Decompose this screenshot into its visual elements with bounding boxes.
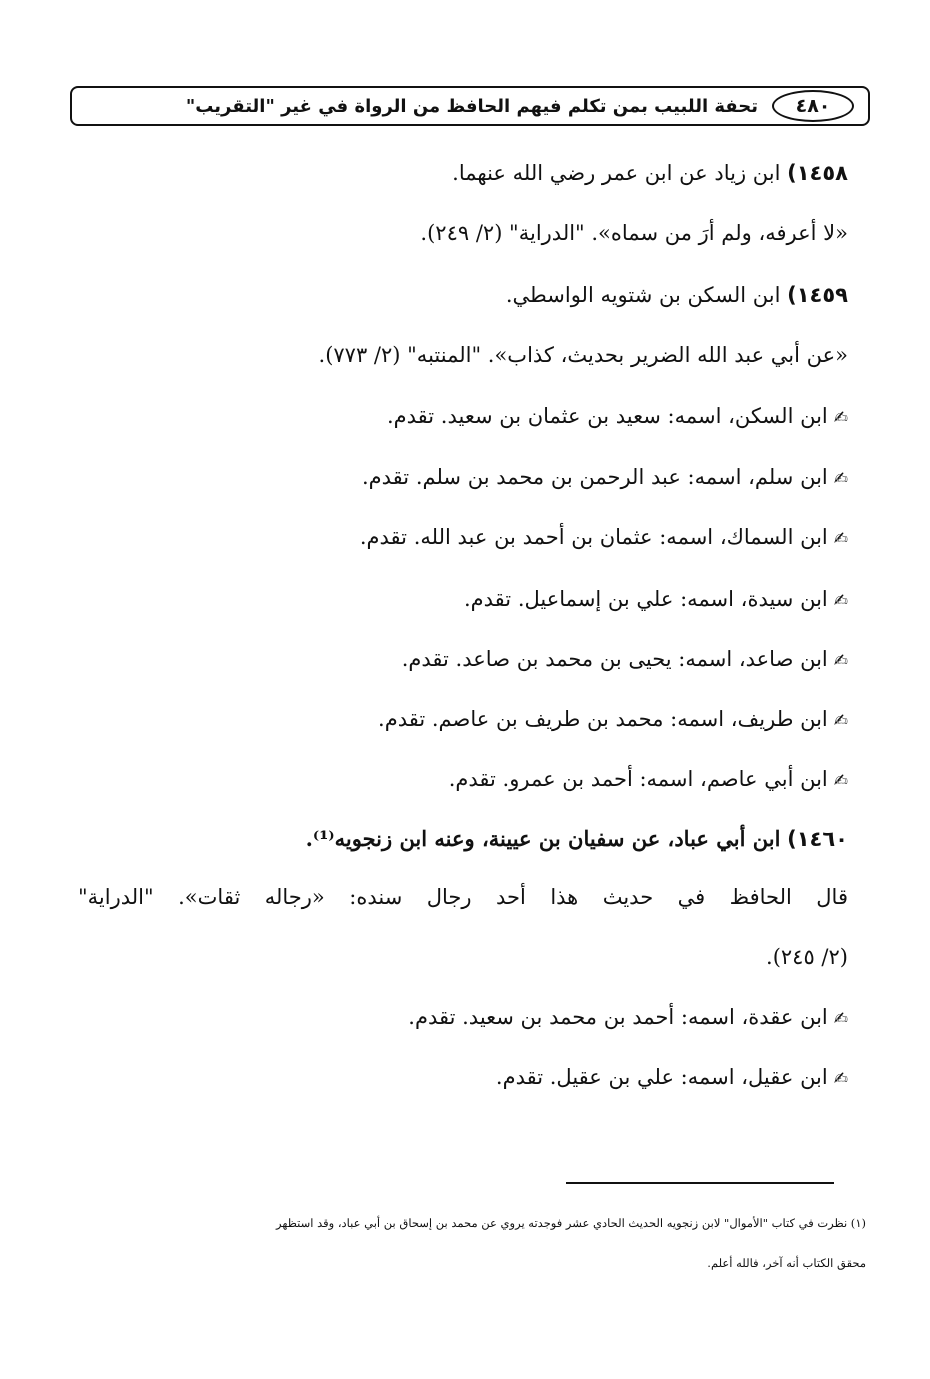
entry-1459 bbox=[506, 280, 848, 310]
entry-1460-quote-cont bbox=[766, 942, 848, 972]
cross-ref-text: ابن عقدة، اسمه: أحمد بن محمد بن سعيد. تقدم. bbox=[408, 1005, 828, 1029]
entry-1458 bbox=[452, 158, 848, 188]
entry-comment: «عن أبي عبد الله الضرير بحديث، كذاب». "المنتبه" (٢/ ٧٧٣). bbox=[318, 343, 848, 367]
pen-icon: ✍ bbox=[833, 408, 848, 428]
entry-number: ١٤٥٩) bbox=[787, 283, 848, 307]
entry-text: ابن زياد عن ابن عمر رضي الله عنهما. bbox=[452, 161, 781, 185]
footnote-separator bbox=[566, 1182, 834, 1184]
cross-ref-text: ابن طريف، اسمه: محمد بن طريف بن عاصم. تقدم. bbox=[378, 707, 828, 731]
cross-ref-text: ابن السماك، اسمه: عثمان بن أحمد بن عبد الله. تقدم. bbox=[359, 525, 828, 549]
entry-text: ابن أبي عباد، عن سفيان بن عيينة، وعنه ابن زنجويه⁽¹⁾. bbox=[305, 826, 781, 851]
quote-line-1: قال الحافظ في حديث هذا أحد رجال سنده: «رجاله ثقات». "الدراية" bbox=[78, 885, 848, 909]
cross-ref bbox=[362, 462, 848, 494]
page-header bbox=[70, 86, 870, 126]
entry-1460 bbox=[306, 824, 848, 854]
entry-1459-comment bbox=[319, 340, 848, 370]
pen-icon: ✍ bbox=[833, 651, 848, 671]
entry-comment: «لا أعرفه، ولم أرَ من سماه». "الدراية" (٢/ ٢٤٩). bbox=[420, 221, 848, 245]
entry-text: ابن السكن بن شتويه الواسطي. bbox=[505, 283, 781, 307]
cross-ref-text: ابن سلم، اسمه: عبد الرحمن بن محمد بن سلم. تقدم. bbox=[361, 465, 828, 489]
cross-ref bbox=[360, 522, 848, 554]
page-number: ٤٨٠ bbox=[772, 90, 854, 122]
entry-1460-quote bbox=[78, 882, 848, 912]
entry-number: ١٤٥٨) bbox=[787, 161, 848, 185]
footnote-line-1: (١) نظرت في كتاب "الأموال" لابن زنجويه الحديث الحادي عشر فوجدته يروي عن محمد بن إسحاق بن أبي عباد، وقد استظهر bbox=[276, 1216, 866, 1230]
cross-ref-text: ابن صاعد، اسمه: يحيى بن محمد بن صاعد. تقدم. bbox=[401, 647, 828, 671]
cross-ref-text: ابن سيدة، اسمه: علي بن إسماعيل. تقدم. bbox=[463, 587, 828, 611]
quote-line-2: (٢/ ٢٤٥). bbox=[766, 945, 848, 969]
cross-ref bbox=[449, 764, 848, 796]
pen-icon: ✍ bbox=[833, 771, 848, 791]
entry-1458-comment bbox=[420, 218, 848, 248]
pen-icon: ✍ bbox=[833, 591, 848, 611]
cross-ref bbox=[464, 584, 848, 616]
cross-ref bbox=[387, 401, 848, 433]
entry-number: ١٤٦٠) bbox=[787, 827, 848, 851]
pen-icon: ✍ bbox=[833, 711, 848, 731]
footnote-line-2: محقق الكتاب أنه آخر، فالله أعلم. bbox=[707, 1256, 866, 1270]
cross-ref-text: ابن أبي عاصم، اسمه: أحمد بن عمرو. تقدم. bbox=[448, 767, 828, 791]
book-title: تحفة اللبيب بمن تكلم فيهم الحافظ من الرواة في غير "التقريب" bbox=[185, 95, 758, 117]
cross-ref bbox=[378, 704, 848, 736]
cross-ref bbox=[496, 1062, 848, 1094]
pen-icon: ✍ bbox=[833, 469, 848, 489]
pen-icon: ✍ bbox=[833, 1069, 848, 1089]
pen-icon: ✍ bbox=[833, 1009, 848, 1029]
cross-ref-text: ابن عقيل، اسمه: علي بن عقيل. تقدم. bbox=[495, 1065, 828, 1089]
cross-ref bbox=[408, 1002, 848, 1034]
cross-ref bbox=[402, 644, 848, 676]
cross-ref-text: ابن السكن، اسمه: سعيد بن عثمان بن سعيد. تقدم. bbox=[386, 404, 828, 428]
pen-icon: ✍ bbox=[833, 529, 848, 549]
